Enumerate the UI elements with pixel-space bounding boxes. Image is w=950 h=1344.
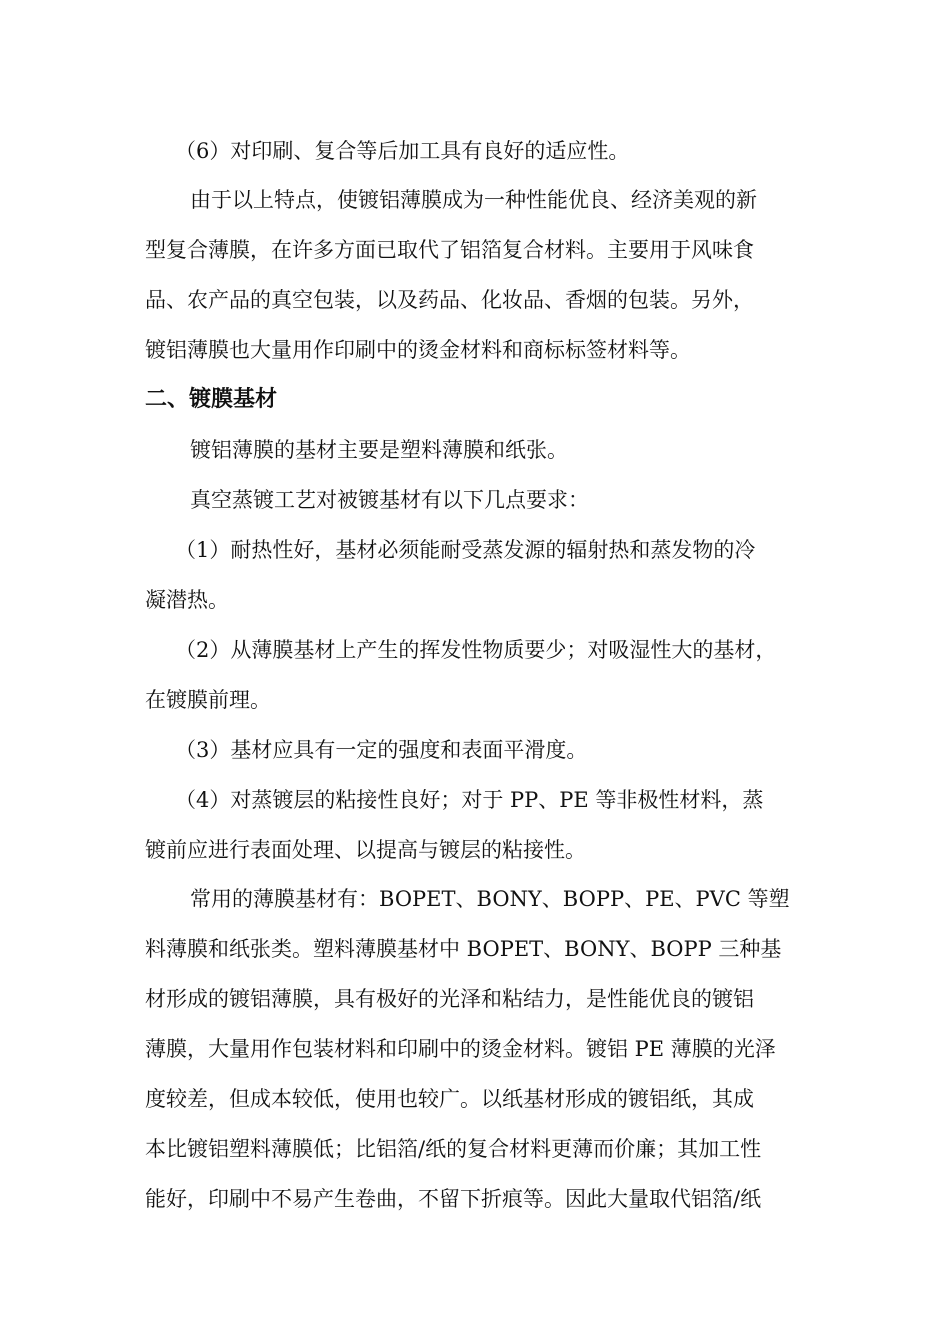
paragraph-line: 由于以上特点，使镀铝薄膜成为一种性能优良、经济美观的新 xyxy=(190,188,757,212)
list-item-3: （3）基材应具有一定的强度和表面平滑度。 xyxy=(175,738,588,762)
list-item-4: （4）对蒸镀层的粘接性良好；对于 PP、PE 等非极性材料，蒸 xyxy=(175,788,764,812)
paragraph-line: 品、农产品的真空包装，以及药品、化妆品、香烟的包装。另外， xyxy=(145,288,754,312)
paragraph-line: 料薄膜和纸张类。塑料薄膜基材中 BOPET、BONY、BOPP 三种基 xyxy=(145,937,782,961)
section-heading: 二、镀膜基材 xyxy=(145,387,278,412)
paragraph-line: 镀铝薄膜也大量用作印刷中的烫金材料和商标标签材料等。 xyxy=(145,338,691,362)
paragraph-line: 材形成的镀铝薄膜，具有极好的光泽和粘结力，是性能优良的镀铝 xyxy=(145,987,754,1011)
paragraph-line: 真空蒸镀工艺对被镀基材有以下几点要求： xyxy=(190,488,589,512)
paragraph-line: 常用的薄膜基材有：BOPET、BONY、BOPP、PE、PVC 等塑 xyxy=(190,887,790,911)
paragraph-line: 镀铝薄膜的基材主要是塑料薄膜和纸张。 xyxy=(190,438,568,462)
paragraph-line: 能好，印刷中不易产生卷曲，不留下折痕等。因此大量取代铝箔/纸 xyxy=(145,1187,762,1211)
paragraph-line: 在镀膜前理。 xyxy=(145,688,271,712)
paragraph-line: 度较差，但成本较低，使用也较广。以纸基材形成的镀铝纸，其成 xyxy=(145,1087,754,1111)
list-item-1: （1）耐热性好，基材必须能耐受蒸发源的辐射热和蒸发物的冷 xyxy=(175,538,756,562)
list-item-2: （2）从薄膜基材上产生的挥发性物质要少；对吸湿性大的基材， xyxy=(175,638,777,662)
paragraph-line: 镀前应进行表面处理、以提高与镀层的粘接性。 xyxy=(145,838,586,862)
paragraph-line: 薄膜，大量用作包装材料和印刷中的烫金材料。镀铝 PE 薄膜的光泽 xyxy=(145,1037,776,1061)
paragraph-line: 凝潜热。 xyxy=(145,588,229,612)
list-item-6: （6）对印刷、复合等后加工具有良好的适应性。 xyxy=(175,139,630,163)
paragraph-line: 本比镀铝塑料薄膜低；比铝箔/纸的复合材料更薄而价廉；其加工性 xyxy=(145,1137,762,1161)
paragraph-line: 型复合薄膜，在许多方面已取代了铝箔复合材料。主要用于风味食 xyxy=(145,238,754,262)
